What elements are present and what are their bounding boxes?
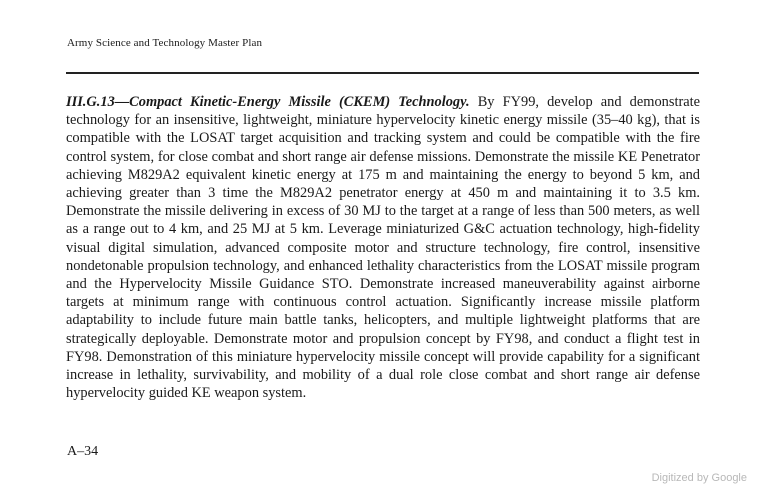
section-title: III.G.13—Compact Kinetic-Energy Missile (CKEM) Technology. [66,94,470,110]
digitized-watermark: Digitized by Google [651,472,747,484]
section-paragraph [66,93,700,402]
header-rule [66,72,699,74]
running-header: Army Science and Technology Master Plan [67,37,263,49]
page-number: A–34 [67,444,99,459]
section-body: By FY99, develop and demonstrate technology for an insensitive, lightweight, miniature hypervelocity kinetic energy missile (35–40 kg), that is compatible with the LOSAT target acquisition and tracking system and could be compatible with the fire control system, for close combat and short range air defense missions. Demonstrate the missile KE Penetrator achieving M829A2 equivalent kinetic energy at 175 m and maintaining the energy to beyond 5 km, and achieving greater than 3 time the M829A2 penetrator energy at 450 m and maintaining it to 3.5 km. Demonstrate the missile delivering in excess of 30 MJ to the target at a range of less than 500 meters, as well as a range out to 4 km, and 25 MJ at 5 km. Leverage miniaturized G&C actuation technology, high-fidelity visual digital simulation, advanced composite motor and structure technology, fire control, insensitive nondetonable propulsion technology, and enhanced lethality characteristics from the LOSAT missile program and the Hypervelocity Missile Guidance STO. Demonstrate increased maneuverability against airborne targets at minimum range with continuous control actuation. Significantly increase missile platform adaptability to include future main battle tanks, helicopters, and multiple lightweight platforms that are strategically deployable. Demonstrate motor and propulsion concept by FY98, and conduct a flight test in FY98. Demonstration of this miniature hypervelocity missile concept will provide capability for a significant increase in lethality, survivability, and mobility of a dual role close combat and short range air defense hypervelocity guided KE weapon system. [66,94,701,402]
